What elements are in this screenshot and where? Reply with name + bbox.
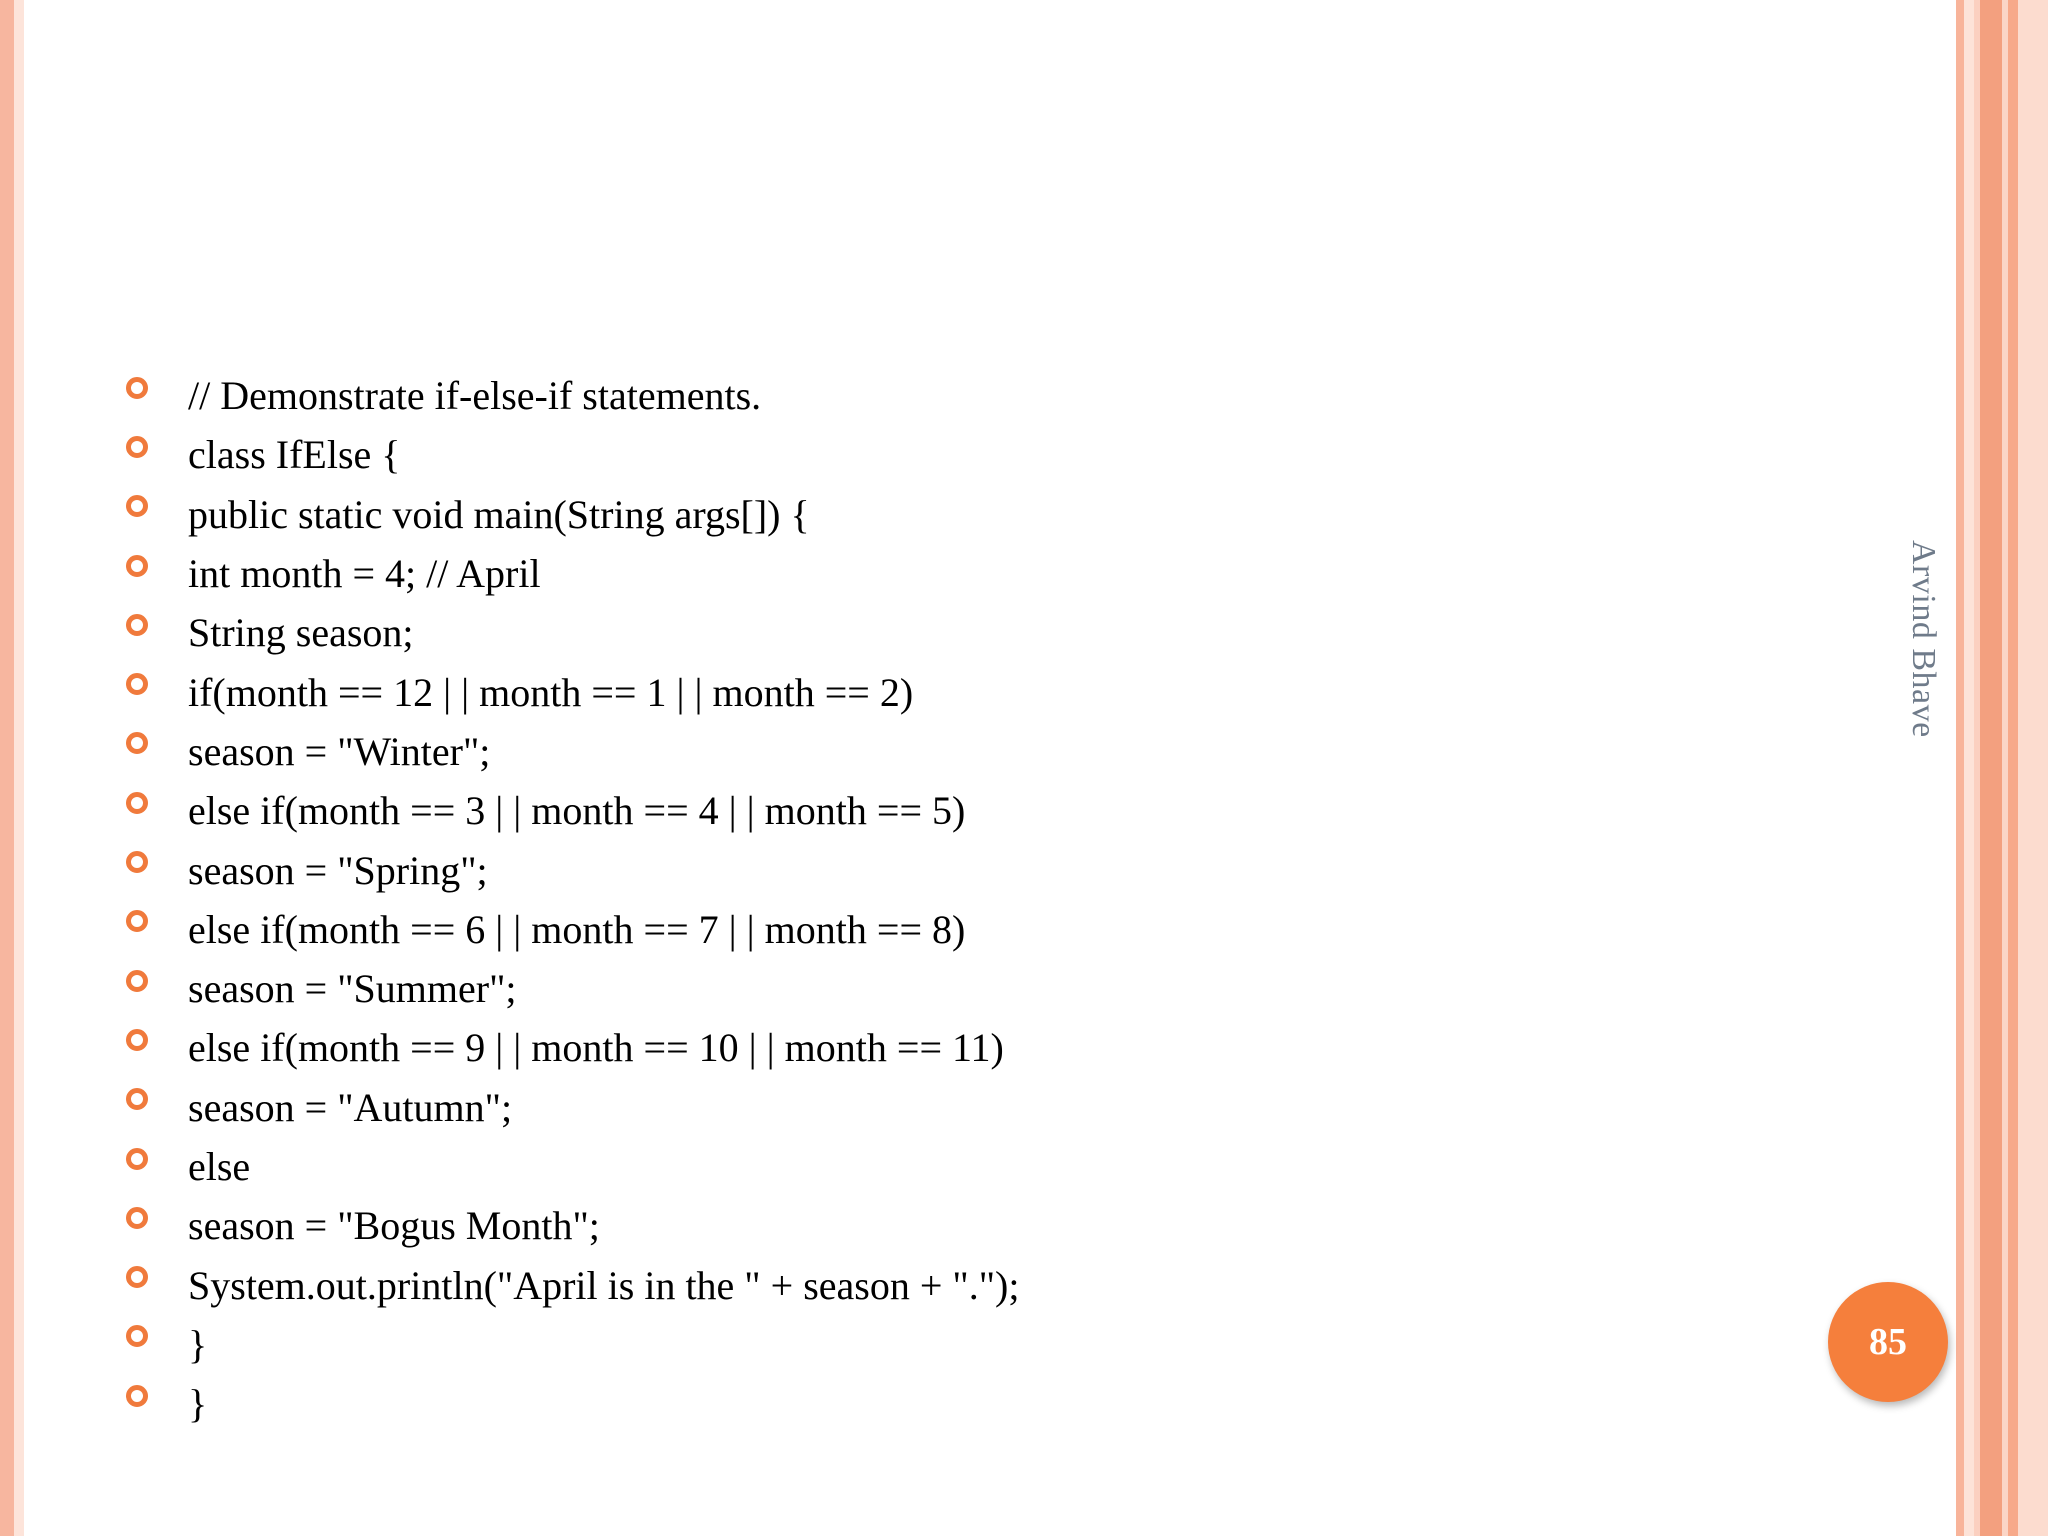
code-line-text: public static void main(String args[]) { <box>188 491 810 537</box>
code-line-text: season = "Bogus Month"; <box>188 1203 600 1249</box>
code-bullet-list <box>120 366 1820 1433</box>
code-line-text: } <box>188 1321 208 1367</box>
circle-bullet-icon <box>126 1088 148 1110</box>
list-item <box>120 425 1820 484</box>
circle-bullet-icon <box>126 377 148 399</box>
code-line-text: else <box>188 1144 251 1189</box>
circle-bullet-icon <box>126 614 148 636</box>
circle-bullet-icon <box>126 1148 148 1170</box>
list-item <box>120 1137 1820 1196</box>
list-item <box>120 1018 1820 1077</box>
circle-bullet-icon <box>126 1266 148 1288</box>
list-item <box>120 485 1820 544</box>
circle-bullet-icon <box>126 851 148 873</box>
circle-bullet-icon <box>126 1207 148 1229</box>
circle-bullet-icon <box>126 1325 148 1347</box>
code-line-text: else if(month == 6 | | month == 7 | | month == 8) <box>188 906 966 952</box>
circle-bullet-icon <box>126 1385 148 1407</box>
circle-bullet-icon <box>126 673 148 695</box>
code-line-text: season = "Summer"; <box>188 966 517 1012</box>
code-line-text: class IfElse { <box>188 432 401 478</box>
code-line-text: String season; <box>188 610 414 656</box>
code-line-text: } <box>188 1381 208 1427</box>
page-number: 85 <box>1869 1321 1907 1363</box>
circle-bullet-icon <box>126 792 148 814</box>
list-item <box>120 959 1820 1018</box>
code-line-text: season = "Autumn"; <box>188 1084 513 1130</box>
list-item <box>120 1315 1820 1374</box>
list-item <box>120 662 1820 721</box>
right-stripe <box>1980 0 2002 1536</box>
circle-bullet-icon <box>126 970 148 992</box>
code-line-text: season = "Spring"; <box>188 847 488 893</box>
right-stripe <box>2018 0 2048 1536</box>
circle-bullet-icon <box>126 436 148 458</box>
code-line-text: int month = 4; // April <box>188 551 541 597</box>
circle-bullet-icon <box>126 1029 148 1051</box>
right-stripe <box>1956 0 1964 1536</box>
author-name: Arvind Bhave <box>1905 540 1942 738</box>
list-item <box>120 722 1820 781</box>
slide-content <box>120 366 1820 1433</box>
code-line-text: if(month == 12 | | month == 1 | | month == 2) <box>188 669 914 715</box>
list-item <box>120 781 1820 840</box>
list-item <box>120 366 1820 425</box>
left-border <box>0 0 14 1536</box>
code-line-text: season = "Winter"; <box>188 728 491 774</box>
code-line-text: // Demonstrate if-else-if statements. <box>188 373 762 419</box>
page-number-badge <box>1828 1282 1948 1402</box>
right-stripe <box>1964 0 1974 1536</box>
code-line-text: else if(month == 9 | | month == 10 | | month == 11) <box>188 1025 1004 1071</box>
circle-bullet-icon <box>126 732 148 754</box>
code-line-text: else if(month == 3 | | month == 4 | | month == 5) <box>188 788 966 834</box>
list-item <box>120 1374 1820 1433</box>
circle-bullet-icon <box>126 555 148 577</box>
list-item <box>120 1078 1820 1137</box>
list-item <box>120 1255 1820 1314</box>
list-item <box>120 1196 1820 1255</box>
circle-bullet-icon <box>126 910 148 932</box>
left-border-inner <box>14 0 24 1536</box>
list-item <box>120 544 1820 603</box>
list-item <box>120 900 1820 959</box>
list-item <box>120 603 1820 662</box>
code-line-text: System.out.println("April is in the " + season + "."); <box>188 1262 1020 1308</box>
list-item <box>120 840 1820 899</box>
right-stripe <box>2008 0 2018 1536</box>
circle-bullet-icon <box>126 495 148 517</box>
